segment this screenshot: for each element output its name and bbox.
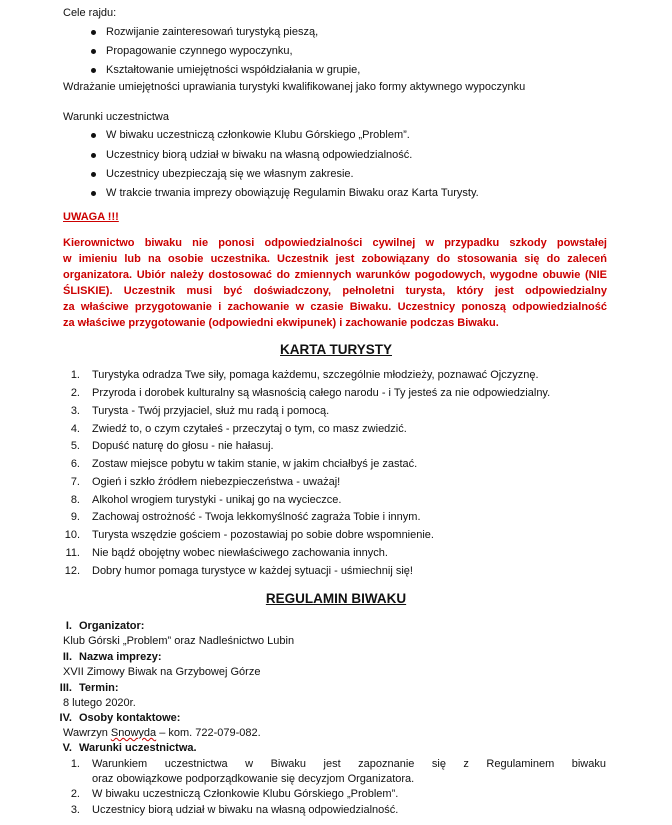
warunki-item: W trakcie trwania imprezy obowiązuję Regulamin Biwaku oraz Karta Turysty. bbox=[106, 187, 479, 199]
warunki-item-text: W biwaku uczestniczą Członkowie Klubu Górskiego „Problem”. bbox=[92, 788, 399, 800]
karta-item-number: 9. bbox=[70, 511, 80, 523]
karta-item-number: 2. bbox=[70, 387, 80, 399]
cele-after: Wdrażanie umiejętności uprawiania turystyki kwalifikowanej jako formy aktywnego wypoczynku bbox=[63, 81, 526, 93]
karta-item-number: 5. bbox=[70, 440, 80, 452]
bullet-icon bbox=[91, 191, 96, 196]
karta-item: Dobry humor pomaga turystyce w każdej sytuacji - uśmiechnij się! bbox=[92, 565, 413, 577]
section-value: Klub Górski „Problem” oraz Nadleśnictwo Lubin bbox=[63, 635, 295, 647]
cele-item: Kształtowanie umiejętności współdziałania w grupie, bbox=[106, 64, 361, 76]
karta-item: Turystyka odradza Twe siły, pomaga każdemu, szczególnie młodzieży, poznawać Ojczyznę. bbox=[92, 369, 539, 381]
section-number: II. bbox=[62, 651, 72, 663]
bullet-icon bbox=[91, 30, 96, 35]
karta-item: Zachowaj ostrożność - Twoja lekkomyślność zagraża Tobie i innym. bbox=[92, 511, 421, 523]
karta-item-number: 4. bbox=[70, 423, 80, 435]
karta-item: Turysta wszędzie gościem - pozostawiaj po sobie dobre wspomnienie. bbox=[92, 529, 434, 541]
bullet-icon bbox=[91, 172, 96, 177]
warunki-item: W biwaku uczestniczą członkowie Klubu Górskiego „Problem”. bbox=[106, 129, 410, 141]
karta-item-number: 1. bbox=[70, 369, 80, 381]
uwaga-line: ŚLISKIE). Uczestnik musi być doświadczony, pełnoletni turysta, który jest odpowiedzialny bbox=[63, 285, 607, 297]
contact-phone: – kom. 722-079-082. bbox=[156, 727, 261, 739]
cele-item: Rozwijanie zainteresowań turystyką pieszą, bbox=[106, 26, 319, 38]
karta-item: Alkohol wrogiem turystyki - unikaj go na wycieczce. bbox=[92, 494, 342, 506]
warunki-title: Warunki uczestnictwa bbox=[63, 111, 169, 123]
regulamin-title: REGULAMIN BIWAKU bbox=[265, 591, 407, 606]
karta-item-number: 7. bbox=[70, 476, 80, 488]
section-label: Termin: bbox=[79, 682, 119, 694]
bullet-icon bbox=[91, 153, 96, 158]
warunki-item-text: Uczestnicy biorą udział w biwaku na własną odpowiedzialność. bbox=[92, 804, 399, 816]
section-number: IV. bbox=[59, 712, 72, 724]
section-value bbox=[63, 726, 261, 740]
uwaga-line: w imieniu lub na osobie uczestnika. Uczestnik jest zobowiązany do stosowania się do zaleceń bbox=[63, 253, 607, 265]
contact-last-name: Snowyda bbox=[110, 727, 157, 739]
uwaga-line: Kierownictwo biwaku nie ponosi odpowiedzialności cywilnej w przypadku szkody powstałej bbox=[63, 237, 607, 249]
cele-title: Cele rajdu: bbox=[63, 7, 117, 19]
karta-item-number: 8. bbox=[70, 494, 80, 506]
warunki-item: Uczestnicy biorą udział w biwaku na własną odpowiedzialność. bbox=[106, 149, 413, 161]
cele-item: Propagowanie czynnego wypoczynku, bbox=[106, 45, 293, 57]
section-label: Nazwa imprezy: bbox=[79, 651, 162, 663]
karta-item-number: 12. bbox=[64, 565, 80, 577]
karta-item: Nie bądź obojętny wobec niewłaściwego zachowania innych. bbox=[92, 547, 388, 559]
karta-item: Dopuść naturę do głosu - nie hałasuj. bbox=[92, 440, 274, 452]
karta-item: Zostaw miejsce pobytu w takim stanie, w jakim chciałbyś je zastać. bbox=[92, 458, 418, 470]
uwaga-line: organizatora. Ubiór należy dostosować do zmiennych warunków pogodowych, wygodne obuwie (NIE bbox=[63, 269, 607, 281]
uwaga-title: UWAGA !!! bbox=[63, 211, 119, 223]
warunki-item-number: 2. bbox=[70, 788, 80, 800]
contact-first-name: Wawrzyn bbox=[63, 727, 111, 739]
uwaga-line: za właściwe przygotowanie i zachowanie w czasie Biwaku. Uczestnicy ponoszą odpowiedzialność bbox=[63, 301, 607, 313]
karta-item: Ogień i szkło źródłem niebezpieczeństwa - uważaj! bbox=[92, 476, 341, 488]
karta-item-number: 10. bbox=[64, 529, 80, 541]
section-label: Osoby kontaktowe: bbox=[79, 712, 181, 724]
section-label: Warunki uczestnictwa. bbox=[79, 742, 197, 754]
warunki-item-text: Warunkiem uczestnictwa w Biwaku jest zapoznanie się z Regulaminem biwaku bbox=[92, 758, 606, 770]
karta-item: Przyroda i dorobek kulturalny są własnością całego narodu - i Ty jesteś za nie odpowiedzialny. bbox=[92, 387, 551, 399]
karta-title: KARTA TURYSTY bbox=[280, 342, 392, 357]
section-number: V. bbox=[62, 742, 72, 754]
uwaga-line: za właściwe przygotowanie (odpowiedni ekwipunek) i zachowanie podczas Biwaku. bbox=[63, 317, 499, 329]
bullet-icon bbox=[91, 68, 96, 73]
section-label: Organizator: bbox=[79, 620, 145, 632]
section-value: 8 lutego 2020r. bbox=[63, 697, 136, 709]
warunki-item: Uczestnicy ubezpieczają się we własnym zakresie. bbox=[106, 168, 354, 180]
karta-item: Zwiedź to, o czym czytałeś - przeczytaj o tym, co masz zwiedzić. bbox=[92, 423, 407, 435]
karta-item-number: 6. bbox=[70, 458, 80, 470]
section-value: XVII Zimowy Biwak na Grzybowej Górze bbox=[63, 666, 261, 678]
bullet-icon bbox=[91, 49, 96, 54]
karta-item-number: 3. bbox=[70, 405, 80, 417]
section-number: I. bbox=[65, 620, 72, 632]
karta-item-number: 11. bbox=[65, 547, 80, 559]
warunki-item-text-cont: oraz obowiązkowe podporządkowanie się decyzjom Organizatora. bbox=[92, 773, 415, 785]
warunki-item-number: 1. bbox=[70, 758, 80, 770]
bullet-icon bbox=[91, 133, 96, 138]
warunki-item-number: 3. bbox=[70, 804, 80, 816]
section-number: III. bbox=[59, 682, 72, 694]
karta-item: Turysta - Twój przyjaciel, służ mu radą i pomocą. bbox=[92, 405, 330, 417]
